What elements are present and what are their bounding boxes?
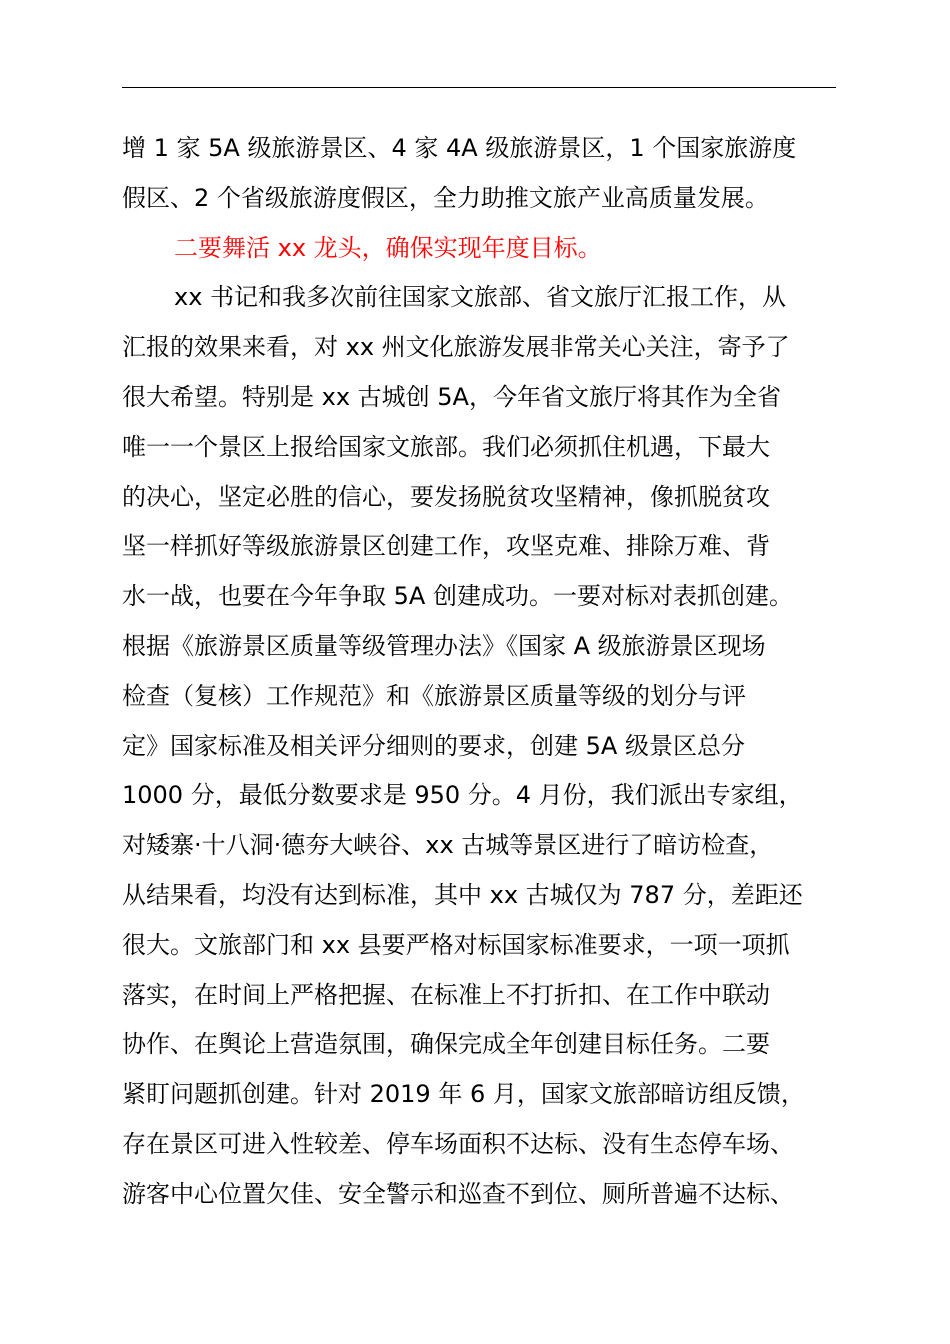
body-line: 紧盯问题抓创建。针对 2019 年 6 月，国家文旅部暗访组反馈， <box>122 1080 805 1109</box>
body-line: 增 1 家 5A 级旅游景区、4 家 4A 级旅游景区，1 个国家旅游度 <box>122 134 797 162</box>
body-line: 水一战，也要在今年争取 5A 创建成功。一要对标对表抓创建。 <box>122 582 793 611</box>
body-line: 很大希望。特别是 xx 古城创 5A，今年省文旅厅将其作为全省 <box>122 382 781 411</box>
body-line: 定》国家标准及相关评分细则的要求，创建 5A 级景区总分 <box>122 731 745 760</box>
body-line: 对矮寨·十八洞·德夯大峡谷、xx 古城等景区进行了暗访检查， <box>122 831 774 860</box>
body-line: 从结果看，均没有达到标准，其中 xx 古城仅为 787 分，差距还 <box>122 880 803 909</box>
document-body <box>122 124 838 1220</box>
header-rule <box>122 87 836 88</box>
body-line: 落实，在时间上严格把握、在标准上不打折扣、在工作中联动 <box>122 980 770 1009</box>
paragraph-first-line: xx 书记和我多次前往国家文旅部、省文旅厅汇报工作，从 <box>174 283 787 312</box>
body-line: 协作、在舆论上营造氛围，确保完成全年创建目标任务。二要 <box>122 1030 770 1059</box>
body-line: 坚一样抓好等级旅游景区创建工作，攻坚克难、排除万难、背 <box>122 532 770 561</box>
body-line: 1000 分，最低分数要求是 950 分。4 月份，我们派出专家组， <box>122 781 803 810</box>
section-heading: 二要舞活 xx 龙头，确保实现年度目标。 <box>174 233 602 262</box>
body-line: 检查（复核）工作规范》和《旅游景区质量等级的划分与评 <box>122 681 746 710</box>
body-line: 唯一一个景区上报给国家文旅部。我们必须抓住机遇，下最大 <box>122 432 770 461</box>
body-line: 存在景区可进入性较差、停车场面积不达标、没有生态停车场、 <box>122 1129 794 1158</box>
body-line: 游客中心位置欠佳、安全警示和巡查不到位、厕所普遍不达标、 <box>122 1179 794 1208</box>
body-line: 汇报的效果来看，对 xx 州文化旅游发展非常关心关注，寄予了 <box>122 333 790 362</box>
body-line: 根据《旅游景区质量等级管理办法》《国家 A 级旅游景区现场 <box>122 631 766 660</box>
body-line: 很大。文旅部门和 xx 县要严格对标国家标准要求，一项一项抓 <box>122 930 790 959</box>
body-line: 的决心，坚定必胜的信心，要发扬脱贫攻坚精神，像抓脱贫攻 <box>122 482 770 511</box>
body-line: 假区、2 个省级旅游度假区，全力助推文旅产业高质量发展。 <box>122 183 769 212</box>
